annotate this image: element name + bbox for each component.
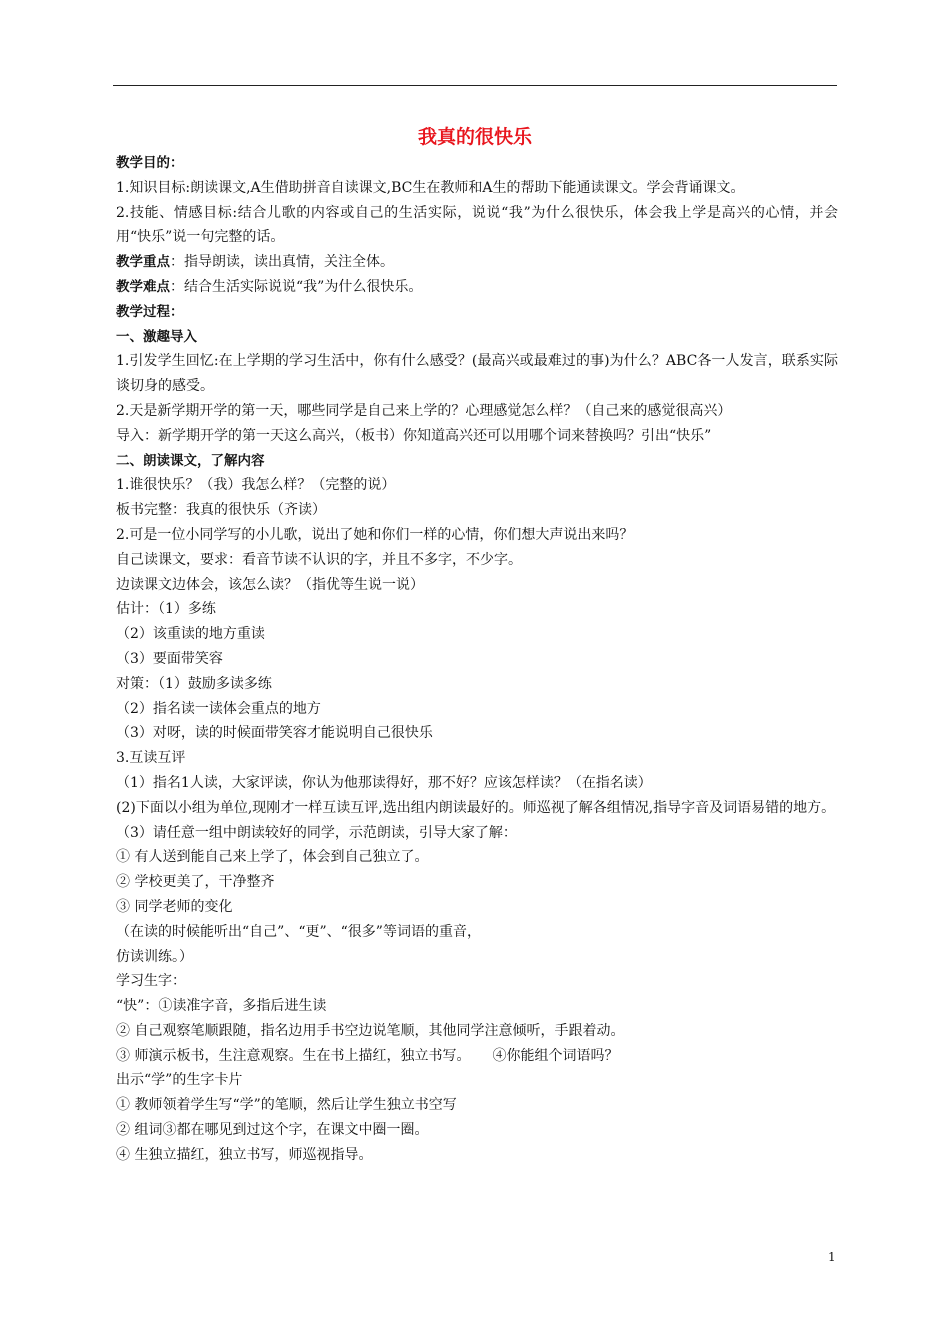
text-line: 仿读训练。）	[116, 948, 193, 965]
text-line: （3）请任意一组中朗读较好的同学，示范朗读，引导大家了解：	[116, 824, 517, 841]
text-line: ① 教师领着学生写“学”的笔顺，然后让学生独立书空写	[116, 1097, 457, 1114]
text-line: （3）对呀，读的时候面带笑容才能说明自己很快乐	[116, 725, 433, 742]
objective-2: 2.技能、情感目标:结合儿歌的内容或自己的生活实际，说说“我”为什么很快乐，体会我上学是高兴的心情，并会用“快乐”说一句完整的话。	[116, 204, 838, 246]
difficulty-text: ：结合生活实际说说“我”为什么很快乐。	[170, 278, 423, 295]
process-heading: 教学过程：	[116, 303, 184, 320]
text-line	[116, 1044, 838, 1069]
text-line: （2）指名读一读体会重点的地方	[116, 700, 321, 717]
section-1-item-3: 导入：新学期开学的第一天这么高兴，（板书）你知道高兴还可以用哪个词来替换吗？引出“快乐”	[116, 427, 712, 444]
document-body	[116, 151, 838, 1168]
text-segment: ④你能组个词语吗？	[492, 1047, 619, 1064]
text-line: （2）该重读的地方重读	[116, 626, 265, 643]
section-1-item-1: 1.引发学生回忆:在上学期的学习生活中，你有什么感受？(最高兴或最难过的事)为什么？ABC各一人发言，联系实际谈切身的感受。	[116, 353, 838, 395]
section-2-heading: 二、朗读课文，了解内容	[116, 452, 265, 469]
text-line: （3）要面带笑容	[116, 650, 223, 667]
header-rule	[113, 85, 837, 86]
text-line: 对策：（1）鼓励多读多练	[116, 675, 272, 692]
key-text: ：指导朗读，读出真情，关注全体。	[170, 254, 394, 271]
page-number: 1	[828, 1250, 836, 1264]
text-line: 自己读课文，要求：看音节读不认识的字，并且不多字，不少字。	[116, 551, 522, 568]
text-line: 出示“学”的生字卡片	[116, 1072, 243, 1089]
text-line: 1.谁很快乐？（我）我怎么样？（完整的说）	[116, 477, 396, 494]
objective-1: 1.知识目标:朗读课文,A生借助拼音自读课文,BC生在教师和A生的帮助下能通读课文。学会背诵课文。	[116, 179, 745, 196]
page-title: 我真的很快乐	[417, 126, 532, 148]
text-line: 估计：（1）多练	[116, 601, 216, 618]
text-line: 2.可是一位小同学写的小儿歌，说出了她和你们一样的心情，你们想大声说出来吗？	[116, 526, 634, 543]
text-line: ② 自己观察笔顺跟随，指名边用手书空边说笔顺，其他同学注意倾听，手跟着动。	[116, 1022, 625, 1039]
text-line: “快”：①读准字音，多指后进生读	[116, 998, 327, 1015]
difficulty-label: 教学难点	[116, 278, 170, 295]
text-line: 3.互读互评	[116, 750, 186, 767]
text-line: （1）指名1人读，大家评读，你认为他那读得好，那不好？应该怎样读？（在指名读）	[116, 774, 652, 791]
text-line: ③ 同学老师的变化	[116, 898, 233, 915]
text-line: ② 学校更美了，干净整齐	[116, 874, 275, 891]
text-segment: ③ 师演示板书，生注意观察。生在书上描红，独立书写。	[116, 1047, 471, 1064]
section-1-item-2: 2.天是新学期开学的第一天，哪些同学是自己来上学的？心理感觉怎么样？（自己来的感觉很高兴）	[116, 402, 732, 419]
text-line: ② 组词③都在哪见到过这个字，在课文中圈一圈。	[116, 1122, 429, 1139]
key-point	[116, 250, 838, 275]
section-1-heading: 一、激趣导入	[116, 328, 197, 345]
text-line: 学习生字：	[116, 973, 186, 990]
objectives-heading: 教学目的：	[116, 155, 184, 171]
text-line: 板书完整：我真的很快乐（齐读）	[116, 502, 326, 519]
text-line: ① 有人送到能自己来上学了，体会到自己独立了。	[116, 849, 429, 866]
difficulty-point	[116, 275, 838, 300]
group-reading-paragraph: (2)下面以小组为单位,现刚才一样互读互评,选出组内朗读最好的。师巡视了解各组情况,指导字音及词语易错的地方。	[116, 799, 836, 816]
text-line: （在读的时候能听出“自己”、“更”、“很多”等词语的重音，	[116, 923, 481, 940]
key-label: 教学重点	[116, 254, 170, 271]
text-line: ④ 生独立描红，独立书写，师巡视指导。	[116, 1146, 373, 1163]
text-line: 边读课文边体会，该怎么读？（指优等生说一说）	[116, 576, 424, 593]
